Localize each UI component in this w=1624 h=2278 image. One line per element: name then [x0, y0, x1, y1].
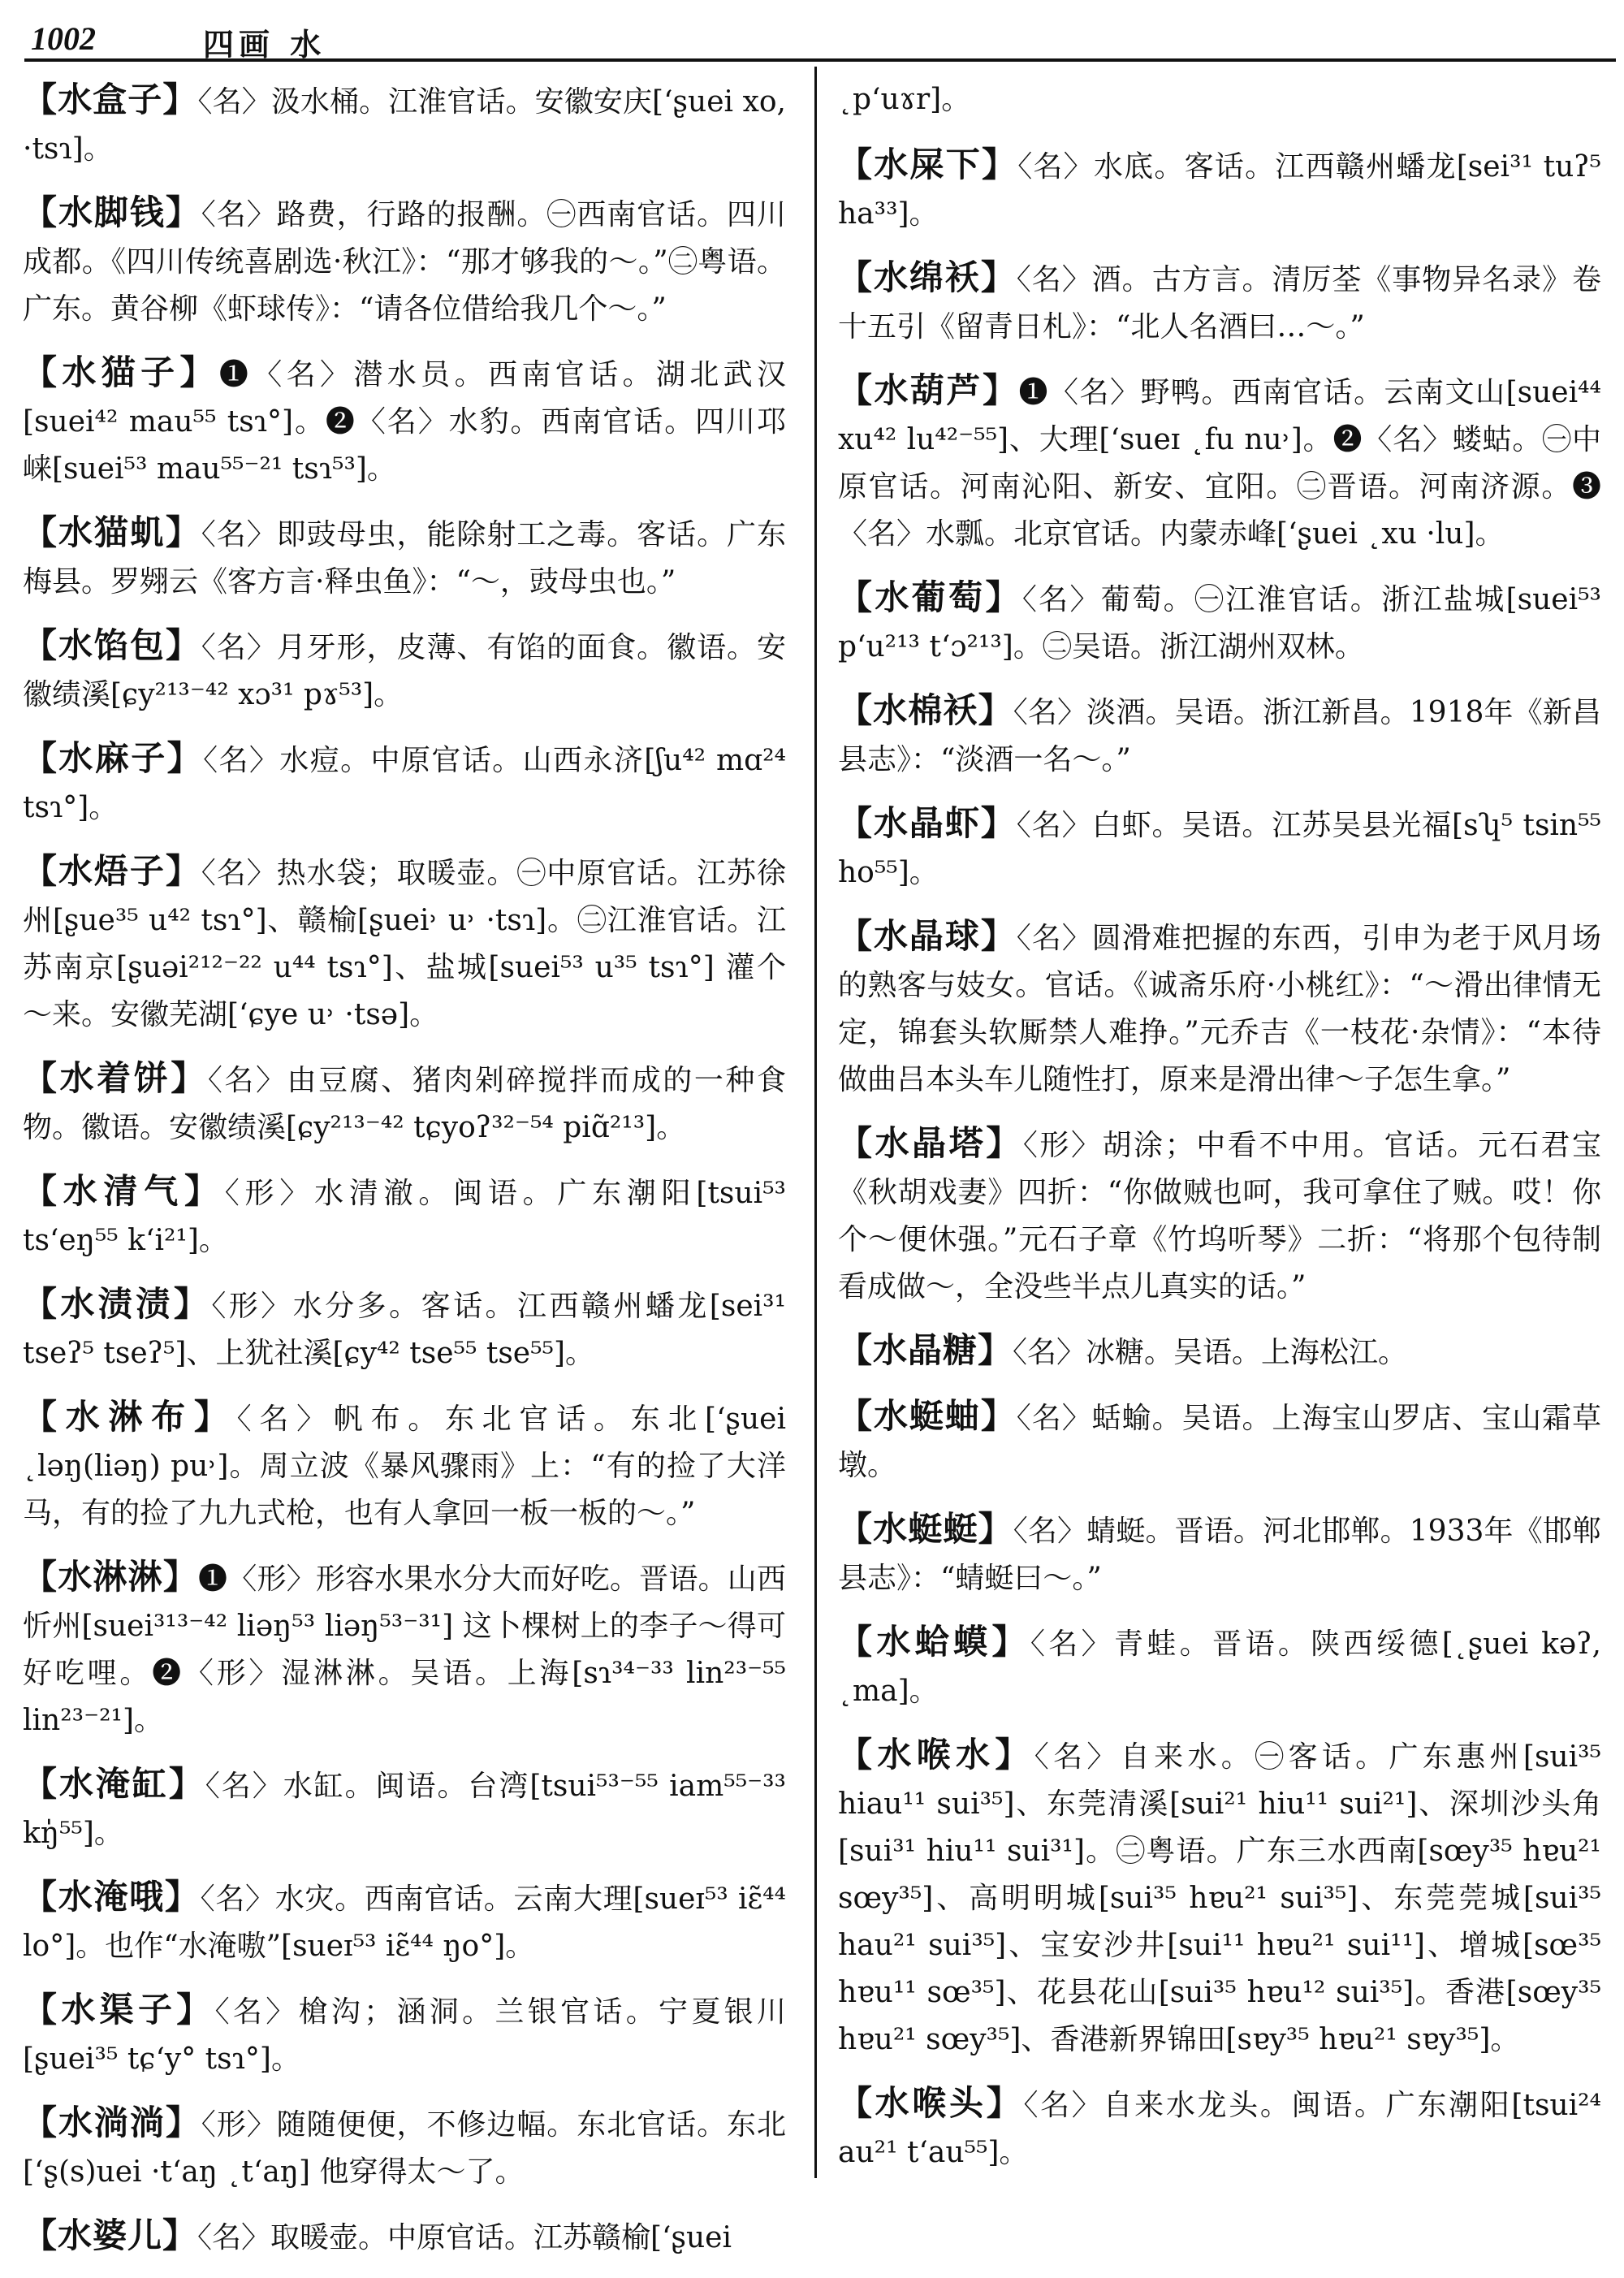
dictionary-entry: [838, 367, 1601, 558]
entry-definition: 〈名〉汲水桶。江淮官话。安徽安庆[ʻʂuei xo, ·tsɿ]。: [23, 85, 786, 166]
entry-headword: 【水蜓蚰】: [838, 1396, 1017, 1436]
dictionary-entry: [23, 1281, 786, 1377]
entry-definition: 〈名〉水灾。西南官话。云南大理[sueɪ⁵³ iɛ̃⁴⁴ lo°]。也作“水淹嗷”[sueɪ⁵³ iɛ̃⁴⁴ ŋo°]。: [23, 1882, 786, 1963]
dictionary-entry: [838, 687, 1601, 784]
dictionary-entry: [23, 735, 786, 832]
entry-definition: 〈名〉圆滑难把握的东西，引申为老于风月场的熟客与妓女。官话。《诚斋乐府·小桃红》：“～滑出律情无定，锦套头软厮禁人难挣。”元乔吉《一枝花·杂情》：“本待做曲吕本头车儿随性打，原来是滑出律～子怎生拿。”: [838, 922, 1601, 1096]
entry-headword: 【水脚钱】: [23, 192, 201, 232]
entry-definition: 〈名〉路费，行路的报酬。㊀西南官话。四川成都。《四川传统喜剧选·秋江》：“那才够我的～。”㊁粤语。广东。黄谷柳《虾球传》：“请各位借给我几个～。”: [23, 198, 786, 326]
dictionary-entry: [838, 1731, 1601, 2064]
page-number: 1002: [31, 20, 96, 57]
entry-headword: 【水喉水】: [838, 1735, 1034, 1774]
entry-headword: 【水猫子】: [23, 352, 219, 392]
entry-definition: 〈名〉月牙形，皮薄、有馅的面食。徽语。安徽绩溪[ɕy²¹³⁻⁴² xɔ³¹ pɤ⁵³]。: [23, 631, 786, 711]
dictionary-entry: [23, 1761, 786, 1857]
right-column: [838, 76, 1601, 2193]
dictionary-entry: [23, 2099, 786, 2196]
header-rule: [24, 58, 1616, 62]
entry-definition: 〈名〉即豉母虫，能除射工之毒。客话。广东梅县。罗翙云《客方言·释虫鱼》：“～，豉母虫也。”: [23, 518, 786, 599]
entry-definition: 〈名〉白虾。吴语。江苏吴县光福[sʮ⁵ tsin⁵⁵ ho⁵⁵]。: [838, 809, 1601, 889]
dictionary-entry: [23, 1168, 786, 1264]
dictionary-entry: [838, 1506, 1601, 1602]
entry-definition: 〈形〉胡涂；中看不中用。官话。元石君宝《秋胡戏妻》四折：“你做贼也呵，我可拿住了贼。哎！你个～便休强。”元石子章《竹坞听琴》二折：“将那个包待制看成做～，全没些半点儿真实的话。”: [838, 1129, 1601, 1303]
entry-headword: 【水着饼】: [23, 1058, 208, 1098]
entry-headword: 【水蜓蜓】: [838, 1509, 1013, 1549]
dictionary-entry: [23, 1986, 786, 2083]
entry-definition: 〈名〉蛞蝓。吴语。上海宝山罗店、宝山霜草墩。: [838, 1402, 1601, 1482]
entry-headword: 【水婆儿】: [23, 2215, 198, 2255]
entry-headword: 【水淋淋】: [23, 1557, 199, 1597]
entry-headword: 【水淹缸】: [23, 1764, 205, 1804]
dictionary-entry: [23, 1874, 786, 1970]
dictionary-entry: [23, 349, 786, 493]
entry-definition: 〈名〉取暖壶。中原官话。江苏赣榆[ʻʂuei: [197, 2221, 732, 2254]
section-title: 四画 水: [203, 26, 326, 63]
entry-definition: 〈形〉水分多。客话。江西赣州蟠龙[sei³¹ tseʔ⁵ tseʔ⁵]、上犹社溪[ɕy⁴² tse⁵⁵ tse⁵⁵]。: [23, 1290, 786, 1370]
entry-definition: 〈名〉槍沟；涵洞。兰银官话。宁夏银川[ʂuei³⁵ tɕʻy° tsɿ°]。: [23, 1995, 786, 2076]
dictionary-entry: [838, 1327, 1601, 1377]
dictionary-entry: [23, 509, 786, 606]
entry-headword: 【水猫虮】: [23, 512, 201, 552]
entry-headword: 【水葫芦】: [838, 370, 1019, 410]
entry-headword: 【水焐子】: [23, 851, 201, 891]
dictionary-entry: [838, 141, 1601, 238]
entry-definition: 〈名〉热水袋；取暖壶。㊀中原官话。江苏徐州[ʂue³⁵ u⁴² tsɿ°]、赣榆[ʂuei˒ u˒ ·tsɿ]。㊁江淮官话。江苏南京[ʂuəi²¹²⁻²² u⁴⁴ tsɿ°]、盐城[suei⁵³ u³⁵ tsɿ°] 灌个～来。安徽芜湖[ʻɕye u˒ ·tsə]。: [23, 857, 786, 1031]
entry-definition: 〈名〉水缸。闽语。台湾[tsui⁵³⁻⁵⁵ iam⁵⁵⁻³³ kŋ̍⁵⁵]。: [23, 1770, 786, 1850]
entry-headword: 【水喉头】: [838, 2083, 1024, 2123]
dictionary-entry: [23, 189, 786, 333]
entry-headword: 【水盒子】: [23, 80, 198, 119]
entry-definition: 〈名〉由豆腐、猪肉剁碎搅拌而成的一种食物。徽语。安徽绩溪[ɕy²¹³⁻⁴² tɕyoʔ³²⁻⁵⁴ piɑ̃²¹³]。: [23, 1064, 786, 1144]
dictionary-entry: [23, 1055, 786, 1152]
entry-definition: 〈名〉水底。客话。江西赣州蟠龙[sei³¹ tuʔ⁵ ha³³]。: [838, 150, 1601, 231]
entry-definition: 〈名〉自来水。㊀客话。广东惠州[sui³⁵ hiau¹¹ sui³⁵]、东莞清溪[sui²¹ hiu¹¹ sui²¹]、深圳沙头角[sui³¹ hiu¹¹ sui³¹]。㊁粤语。广东三水西南[sœy³⁵ hɐu²¹ sœy³⁵]、高明明城[sui³⁵ hɐu²¹ sui³⁵]、东莞莞城[sui³⁵ hau²¹ sui³⁵]、宝安沙井[sui¹¹ hɐu²¹ sui¹¹]、增城[sœ³⁵ hɐu¹¹ sœ³⁵]、花县花山[sui³⁵ hɐu¹² sui³⁵]。香港[sœy³⁵ hɐu²¹ sœy³⁵]、香港新界锦田[sɐy³⁵ hɐu²¹ sɐy³⁵]。: [838, 1740, 1601, 2056]
entry-definition: 〈名〉酒。古方言。清厉荃《事物异名录》卷十五引《留青日札》：“北人名酒曰…～。”: [838, 263, 1601, 344]
column-divider: [814, 67, 817, 2178]
entry-headword: 【水晶虾】: [838, 803, 1017, 843]
dictionary-entry: [838, 2080, 1601, 2176]
entry-headword: 【水屎下】: [838, 145, 1018, 184]
dictionary-entry: [23, 848, 786, 1039]
entry-definition: 〈名〉水痘。中原官话。山西永济[ʃu⁴² mɑ²⁴ tsɿ°]。: [23, 744, 786, 824]
entry-definition: ❶〈名〉野鸭。西南官话。云南文山[suei⁴⁴ xu⁴² lu⁴²⁻⁵⁵]、大理[ʻsueɪ ˛fu nu˒]。❷〈名〉蝼蛄。㊀中原官话。河南沁阳、新安、宜阳。㊁晋语。河南济源。❸〈名〉水瓢。北京官话。内蒙赤峰[ʻʂuei ˛xu ·lu]。: [838, 376, 1601, 551]
entry-headword: 【水葡萄】: [838, 577, 1022, 617]
entry-headword: 【水麻子】: [23, 738, 204, 778]
entry-definition: ❶〈名〉潜水员。西南官话。湖北武汉[suei⁴² mau⁵⁵ tsɿ°]。❷〈名〉水豹。西南官话。四川邛崃[suei⁵³ mau⁵⁵⁻²¹ tsɿ⁵³]。: [23, 358, 786, 486]
entry-headword: 【水晶球】: [838, 916, 1017, 956]
entry-headword: 【水清气】: [23, 1171, 225, 1211]
dictionary-entry: [23, 622, 786, 719]
dictionary-entry: [23, 2212, 786, 2262]
entry-headword: 【水晶塔】: [838, 1123, 1023, 1163]
dictionary-entry: [23, 1394, 786, 1537]
entry-definition: 〈名〉冰糖。吴语。上海松江。: [1013, 1336, 1408, 1369]
entry-definition: 〈名〉葡萄。㊀江淮官话。浙江盐城[suei⁵³ pʻu²¹³ tʻɔ²¹³]。㊁吴语。浙江湖州双林。: [838, 583, 1601, 664]
entry-headword: 【水蛤蟆】: [838, 1622, 1030, 1662]
entry-definition: 〈名〉淡酒。吴语。浙江新昌。1918年《新昌县志》：“淡酒一名～。”: [838, 696, 1601, 776]
dictionary-entry: [838, 913, 1601, 1104]
entry-definition: 〈名〉青蛙。晋语。陕西绥德[˛ʂuei kəʔ, ˛ma]。: [838, 1627, 1601, 1708]
entry-headword: 【水馅包】: [23, 625, 201, 665]
entry-definition: 〈名〉帆布。东北官话。东北[ʻʂuei ˛ləŋ(liəŋ) pu˒]。周立波《暴风骤雨》上：“有的捡了大洋马，有的捡了九九式枪，也有人拿回一板一板的～。”: [23, 1403, 786, 1530]
dictionary-entry: [838, 254, 1601, 351]
entry-headword: 【水晶糖】: [838, 1330, 1013, 1370]
entry-definition: 〈形〉水清澈。闽语。广东潮阳[tsui⁵³ tsʻeŋ⁵⁵ kʻi²¹]。: [23, 1177, 786, 1257]
entry-definition: 〈名〉自来水龙头。闽语。广东潮阳[tsui²⁴ au²¹ tʻau⁵⁵]。: [838, 2089, 1601, 2169]
continued-text: ˛pʻuɤr]。: [838, 83, 971, 116]
entry-headword: 【水淌淌】: [23, 2103, 201, 2142]
entry-headword: 【水渍渍】: [23, 1284, 212, 1324]
entry-headword: 【水绵袄】: [838, 257, 1017, 297]
dictionary-entry: [838, 1120, 1601, 1311]
dictionary-entry: [838, 800, 1601, 897]
dictionary-entry: [838, 574, 1601, 671]
dictionary-entry: [23, 1554, 786, 1744]
entry-definition: 〈名〉蜻蜓。晋语。河北邯郸。1933年《邯郸县志》：“蜻蜓曰～。”: [838, 1515, 1601, 1595]
entry-definition: 〈形〉随随便便，不修边幅。东北官话。东北[ʻʂ(s)uei ·tʻaŋ ˛tʻaŋ] 他穿得太～了。: [23, 2108, 786, 2189]
entry-definition: ❶〈形〉形容水果水分大而好吃。晋语。山西忻州[suei³¹³⁻⁴² liəŋ⁵³ liəŋ⁵³⁻³¹] 这卜棵树上的李子～得可好吃哩。❷〈形〉湿淋淋。吴语。上海[sɿ³⁴⁻³³ lin²³⁻⁵⁵ lin²³⁻²¹]。: [23, 1563, 786, 1737]
page-header: [24, 16, 1616, 63]
left-column: [23, 76, 786, 2278]
entry-headword: 【水淋布】: [23, 1397, 237, 1437]
entry-headword: 【水淹哦】: [23, 1877, 201, 1917]
entry-headword: 【水棉袄】: [838, 690, 1013, 730]
dictionary-entry: [838, 1619, 1601, 1715]
dictionary-entry: [838, 1393, 1601, 1489]
entry-headword: 【水渠子】: [23, 1990, 215, 2029]
dictionary-entry: [23, 76, 786, 173]
